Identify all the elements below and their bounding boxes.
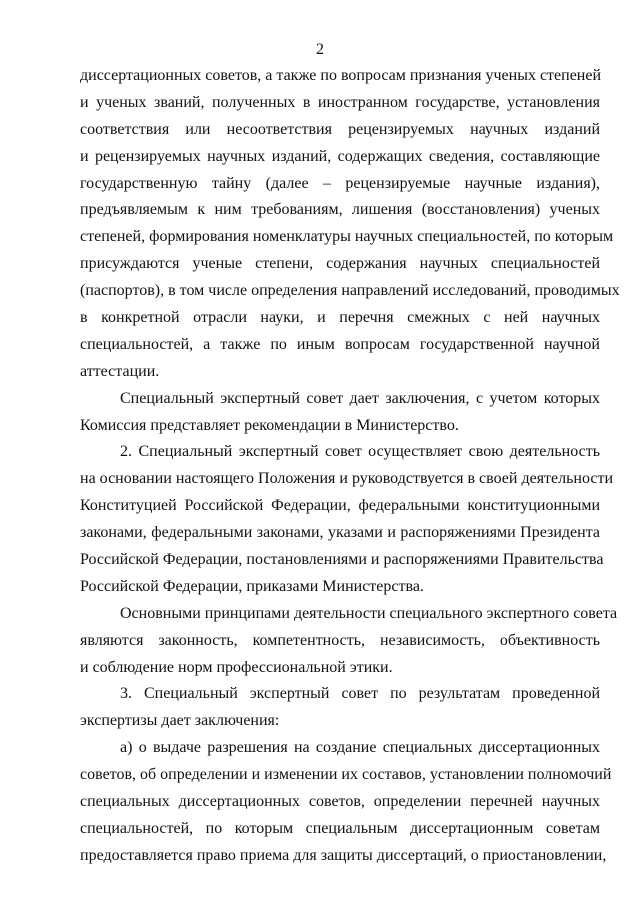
text-line: 3. Специальный экспертный совет по результатам проведенной: [120, 685, 600, 703]
text-line: соответствия или несоответствия рецензируемых научных изданий: [80, 120, 600, 138]
text-line: Специальный экспертный совет дает заключения, с учетом которых: [120, 389, 600, 407]
text-line: (паспортов), в том числе определения направлений исследований, проводимых: [80, 282, 620, 300]
text-line: предъявляемым к ним требованиям, лишения (восстановления) ученых: [80, 201, 600, 219]
text-line: диссертационных советов, а также по вопросам признания ученых степеней: [80, 67, 602, 84]
text-line: аттестации.: [80, 362, 160, 380]
text-line: законами, федеральными законами, указами и распоряжениями Президента: [80, 524, 600, 542]
text-line: экспертизы дает заключения:: [80, 712, 280, 730]
text-line: Конституцией Российской Федерации, федеральными конституционными: [80, 497, 600, 515]
text-line: в конкретной отрасли науки, и перечня смежных с ней научных: [80, 309, 600, 327]
text-line: специальных диссертационных советов, определении перечней научных: [80, 793, 600, 811]
text-line: Основными принципами деятельности специального экспертного совета: [120, 604, 618, 622]
text-line: и рецензируемых научных изданий, содержащих сведения, составляющие: [80, 147, 600, 165]
text-line: степеней, формирования номенклатуры научных специальностей, по которым: [80, 228, 614, 246]
text-line: Российской Федерации, постановлениями и распоряжениями Правительства: [80, 551, 604, 569]
text-line: специальностей, а также по иным вопросам государственной научной: [80, 335, 600, 353]
text-line: являются законность, компетентность, независимость, объективность: [80, 631, 600, 649]
text-line: предоставляется право приема для защиты диссертаций, о приостановлении,: [80, 846, 607, 864]
page-number: 2: [316, 41, 324, 58]
text-line: Российской Федерации, приказами Министерства.: [80, 577, 424, 595]
body-text: [80, 63, 620, 870]
text-line: на основании настоящего Положения и руководствуется в своей деятельности: [80, 470, 614, 488]
text-line: и соблюдение норм профессиональной этики.: [80, 658, 393, 676]
text-line: советов, об определении и изменении их составов, установлении полномочий: [80, 766, 612, 784]
text-line: присуждаются ученые степени, содержания научных специальностей: [80, 255, 600, 273]
text-line: а) о выдаче разрешения на создание специальных диссертационных: [120, 739, 600, 757]
text-line: 2. Специальный экспертный совет осуществляет свою деятельность: [120, 443, 600, 461]
text-line: Комиссия представляет рекомендации в Министерство.: [80, 416, 459, 434]
text-line: и ученых званий, полученных в иностранном государстве, установления: [80, 93, 600, 111]
text-line: специальностей, по которым специальным диссертационным советам: [80, 819, 600, 837]
text-line: государственную тайну (далее – рецензируемые научные издания),: [80, 174, 600, 192]
